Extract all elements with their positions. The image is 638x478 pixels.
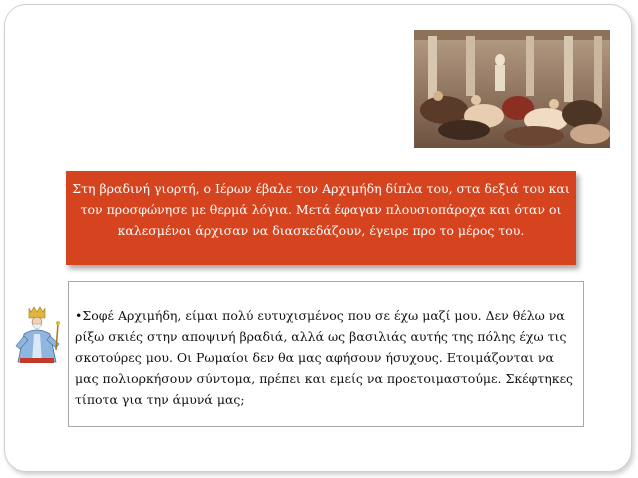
intro-text-box xyxy=(66,171,576,265)
speech-text-box xyxy=(68,281,584,427)
banquet-painting xyxy=(414,30,610,148)
king-figure-icon xyxy=(12,306,64,364)
intro-text: Στη βραδινή γιορτή, ο Ιέρων έβαλε τον Αρχιμήδη δίπλα του, στα δεξιά του και τον προσφώνησε με θερμά λόγια. Μετά έφαγαν πλουσιοπάροχα και όταν οι καλεσμένοι άρχισαν να διασκεδάζουν, έγειρε προ το μέρος του. xyxy=(72,181,570,238)
speech-text: •Σοφέ Αρχιμήδη, είμαι πολύ ευτυχισμένος που σε έχω μαζί μου. Δεν θέλω να ρίξω σκιές στην αποψινή βραδιά, αλλά ως βασιλιάς αυτής της πόλης έχω τις σκοτούρες μου. Οι Ρωμαίοι δεν θα μας αφήσουν ήσυχους. Ετοιμάζονται να μας πολιορκήσουν σύντομα, πρέπει και εμείς να προετοιμαστούμε. Σκέφτηκες τίποτα για την άμυνά μας; xyxy=(75,308,574,407)
